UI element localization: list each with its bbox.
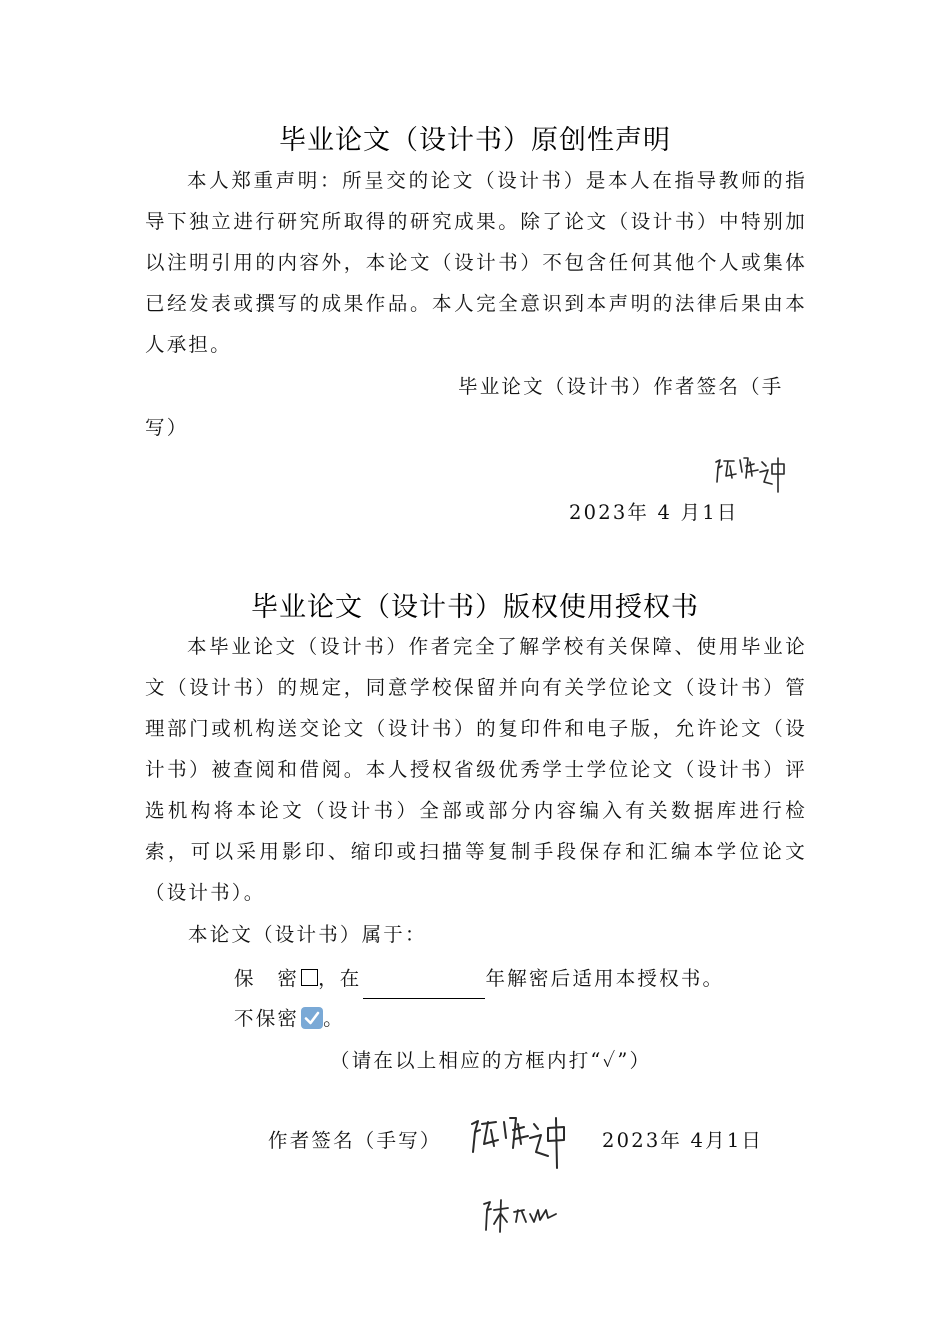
decrypt-year-blank[interactable] [363,972,485,999]
originality-date: 2023年 4 月1日 [569,501,739,524]
authorization-date: 2023年 4月1日 [602,1129,764,1152]
author-signature-image [712,452,792,494]
option-confidential-tail: 年解密后适用本授权书。 [485,967,725,990]
option-nonconfidential-label: 不保密 [234,1007,300,1030]
option-confidential [234,958,724,999]
originality-paragraph: 本人郑重声明：所呈交的论文（设计书）是本人在指导教师的指导下独立进行研究所取得的研究成果。除了论文（设计书）中特别加以注明引用的内容外，本论文（设计书）不包含任何其他个人或集体已经发表或撰写的成果作品。本人完全意识到本声明的法律后果由本人承担。 [145,169,807,356]
belongs-label: 本论文（设计书）属于： [188,923,427,946]
supervisor-signature-image [478,1196,562,1236]
originality-signature-label-cont: 写） [145,416,189,439]
originality-title: 毕业论文（设计书）原创性声明 [279,125,671,156]
option-confidential-mid: ，在 [318,967,362,990]
option-nonconfidential-tail: 。 [323,1007,345,1030]
authorization-paragraph: 本毕业论文（设计书）作者完全了解学校有关保障、使用毕业论文（设计书）的规定，同意学校保留并向有关学位论文（设计书）管理部门或机构送交论文（设计书）的复印件和电子版，允许论文（设计书）被查阅和借阅。本人授权省级优秀学士学位论文（设计书）评选机构将本论文（设计书）全部或部分内容编入有关数据库进行检索，可以采用影印、缩印或扫描等复制手段保存和汇编本学位论文（设计书）。 [145,635,807,904]
author-signature-label: 作者签名（手写） [268,1129,442,1152]
instruction-text: （请在以上相应的方框内打“✓”） [330,1049,652,1072]
originality-signature-label: 毕业论文（设计书）作者签名（手 [458,375,784,398]
authorization-title: 毕业论文（设计书）版权使用授权书 [251,592,699,623]
confidential-checkbox[interactable] [301,969,318,986]
check-mark-icon [304,1010,320,1026]
author-signature-image-2 [466,1112,576,1170]
option-nonconfidential [234,998,345,1039]
option-confidential-label: 保 密 [234,967,300,990]
nonconfidential-checkbox[interactable] [301,1007,323,1029]
